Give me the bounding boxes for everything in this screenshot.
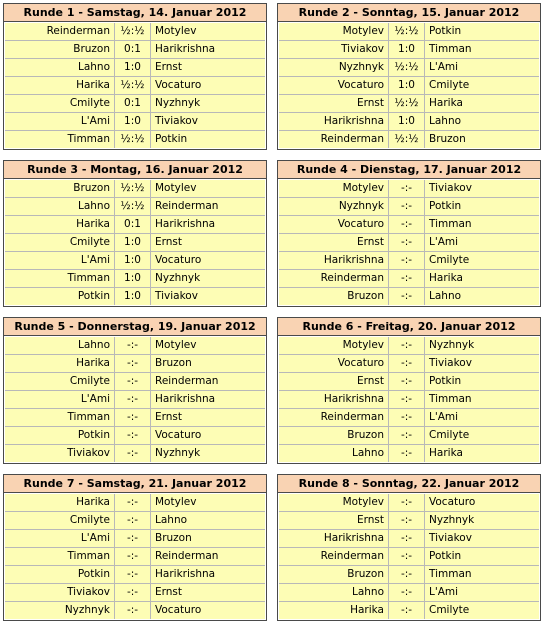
white-player: Harikrishna (279, 530, 389, 547)
game-result: ½:½ (115, 198, 151, 215)
game-result: -:- (115, 584, 151, 601)
game-result: -:- (115, 391, 151, 408)
black-player: Motylev (155, 182, 197, 194)
white-player: L'Ami (5, 391, 115, 408)
white-player: Lahno (279, 584, 389, 601)
black-player: Motylev (155, 339, 197, 351)
white-player: Nyzhnyk (279, 198, 389, 215)
game-row (5, 94, 265, 112)
game-row (279, 390, 539, 408)
black-player: Ernst (155, 411, 183, 423)
game-row (5, 269, 265, 287)
round-title: Runde 3 - Montag, 16. Januar 2012 (4, 161, 266, 179)
white-player: Cmilyte (5, 373, 115, 390)
black-player: Harika (429, 97, 463, 109)
white-player: Potkin (5, 566, 115, 583)
game-row (5, 547, 265, 565)
game-result: 1:0 (389, 77, 425, 94)
game-result: 1:0 (115, 252, 151, 269)
game-row (5, 565, 265, 583)
game-row (279, 251, 539, 269)
white-player: Tiviakov (5, 584, 115, 601)
round-games (278, 179, 540, 306)
game-result: -:- (389, 198, 425, 215)
black-player: Harikrishna (155, 393, 216, 405)
game-result: ½:½ (389, 59, 425, 76)
game-result: -:- (115, 530, 151, 547)
white-player: Tiviakov (5, 445, 115, 462)
game-result: -:- (115, 602, 151, 619)
white-player: Bruzon (5, 41, 115, 58)
round-title: Runde 1 - Samstag, 14. Januar 2012 (4, 4, 266, 22)
black-player: Ernst (155, 61, 183, 73)
white-player: Timman (5, 548, 115, 565)
white-player: Harika (5, 77, 115, 94)
black-player: Vocaturo (155, 79, 202, 91)
white-player: Ernst (279, 512, 389, 529)
white-player: Harikrishna (279, 252, 389, 269)
white-player: Timman (5, 409, 115, 426)
black-player: Tiviakov (155, 290, 198, 302)
game-row (279, 354, 539, 372)
white-player: Timman (5, 131, 115, 148)
white-player: Reinderman (279, 131, 389, 148)
black-player: Lahno (429, 290, 462, 302)
white-player: Ernst (279, 95, 389, 112)
game-result: -:- (389, 252, 425, 269)
white-player: Potkin (5, 288, 115, 305)
black-player: L'Ami (429, 236, 459, 248)
white-player: Motylev (279, 337, 389, 354)
game-result: 0:1 (115, 41, 151, 58)
black-player: Tiviakov (429, 532, 472, 544)
game-row (5, 601, 265, 619)
game-result: -:- (389, 337, 425, 354)
black-player: Potkin (429, 375, 462, 387)
black-player: Harikrishna (155, 568, 216, 580)
game-row (279, 529, 539, 547)
game-result: -:- (389, 234, 425, 251)
game-row (5, 233, 265, 251)
game-result: -:- (115, 355, 151, 372)
white-player: Harika (279, 602, 389, 619)
black-player: Harikrishna (155, 218, 216, 230)
game-result: ½:½ (115, 180, 151, 197)
black-player: Vocaturo (155, 604, 202, 616)
game-row (5, 408, 265, 426)
black-player: Harikrishna (155, 43, 216, 55)
white-player: Ernst (279, 373, 389, 390)
black-player: Vocaturo (155, 254, 202, 266)
white-player: Motylev (279, 23, 389, 40)
game-row (5, 40, 265, 58)
white-player: Tiviakov (279, 41, 389, 58)
game-result: 1:0 (115, 288, 151, 305)
white-player: Reinderman (279, 409, 389, 426)
round-panel-8 (277, 474, 541, 621)
round-games (278, 336, 540, 463)
white-player: Motylev (279, 494, 389, 511)
game-row (279, 287, 539, 305)
round-title: Runde 4 - Dienstag, 17. Januar 2012 (278, 161, 540, 179)
black-player: Nyzhnyk (155, 272, 201, 284)
white-player: Lahno (5, 337, 115, 354)
white-player: Lahno (5, 198, 115, 215)
game-result: ½:½ (389, 131, 425, 148)
game-result: -:- (389, 391, 425, 408)
round-games (278, 493, 540, 620)
round-title: Runde 2 - Sonntag, 15. Januar 2012 (278, 4, 540, 22)
black-player: Lahno (155, 514, 188, 526)
game-row (279, 337, 539, 354)
game-result: -:- (115, 427, 151, 444)
black-player: Bruzon (155, 357, 192, 369)
game-result: 0:1 (115, 95, 151, 112)
game-result: -:- (389, 288, 425, 305)
game-result: -:- (389, 445, 425, 462)
black-player: Timman (429, 218, 472, 230)
white-player: Bruzon (279, 427, 389, 444)
game-row (5, 76, 265, 94)
black-player: L'Ami (429, 411, 459, 423)
white-player: Cmilyte (5, 95, 115, 112)
black-player: Ernst (155, 236, 183, 248)
game-result: -:- (115, 548, 151, 565)
game-result: ½:½ (389, 23, 425, 40)
game-result: -:- (115, 337, 151, 354)
game-row (279, 269, 539, 287)
black-player: Lahno (429, 115, 462, 127)
round-panel-4 (277, 160, 541, 307)
white-player: Harikrishna (279, 391, 389, 408)
game-row (5, 130, 265, 148)
game-result: 1:0 (389, 41, 425, 58)
white-player: Reinderman (279, 270, 389, 287)
round-panel-2 (277, 3, 541, 150)
game-result: 0:1 (115, 216, 151, 233)
white-player: Bruzon (5, 180, 115, 197)
black-player: Cmilyte (429, 429, 470, 441)
black-player: Timman (429, 43, 472, 55)
black-player: Tiviakov (429, 182, 472, 194)
round-panel-3 (3, 160, 267, 307)
game-result: -:- (389, 566, 425, 583)
game-result: -:- (115, 373, 151, 390)
game-row (279, 23, 539, 40)
black-player: Tiviakov (155, 115, 198, 127)
game-row (5, 251, 265, 269)
round-panel-6 (277, 317, 541, 464)
game-result: 1:0 (389, 113, 425, 130)
game-result: 1:0 (115, 234, 151, 251)
game-result: -:- (115, 445, 151, 462)
round-games (4, 336, 266, 463)
round-panel-5 (3, 317, 267, 464)
game-row (279, 58, 539, 76)
game-row (279, 180, 539, 197)
game-row (279, 197, 539, 215)
black-player: Nyzhnyk (155, 447, 201, 459)
round-title: Runde 8 - Sonntag, 22. Januar 2012 (278, 475, 540, 493)
white-player: Harikrishna (279, 113, 389, 130)
black-player: Potkin (155, 133, 188, 145)
game-result: -:- (389, 373, 425, 390)
game-result: -:- (115, 409, 151, 426)
game-result: ½:½ (115, 77, 151, 94)
black-player: Cmilyte (429, 604, 470, 616)
game-row (5, 511, 265, 529)
black-player: Reinderman (155, 550, 219, 562)
game-row (5, 58, 265, 76)
game-result: -:- (389, 409, 425, 426)
white-player: Timman (5, 270, 115, 287)
game-row (279, 112, 539, 130)
game-row (5, 23, 265, 40)
game-result: -:- (389, 270, 425, 287)
game-result: -:- (115, 512, 151, 529)
white-player: Ernst (279, 234, 389, 251)
game-row (5, 372, 265, 390)
game-result: -:- (389, 548, 425, 565)
game-row (5, 390, 265, 408)
black-player: Nyzhnyk (429, 339, 475, 351)
game-result: -:- (389, 180, 425, 197)
black-player: Vocaturo (429, 496, 476, 508)
white-player: Vocaturo (279, 355, 389, 372)
white-player: Vocaturo (279, 216, 389, 233)
black-player: Motylev (155, 25, 197, 37)
black-player: Reinderman (155, 200, 219, 212)
white-player: L'Ami (5, 252, 115, 269)
game-row (5, 197, 265, 215)
game-result: -:- (389, 216, 425, 233)
game-result: -:- (389, 355, 425, 372)
black-player: Bruzon (429, 133, 466, 145)
game-row (5, 337, 265, 354)
black-player: Nyzhnyk (155, 97, 201, 109)
game-row (279, 40, 539, 58)
game-result: ½:½ (115, 131, 151, 148)
round-panel-7 (3, 474, 267, 621)
game-result: ½:½ (389, 95, 425, 112)
game-result: -:- (389, 602, 425, 619)
game-row (279, 76, 539, 94)
game-row (5, 180, 265, 197)
game-row (279, 426, 539, 444)
black-player: Harika (429, 272, 463, 284)
white-player: Harika (5, 355, 115, 372)
game-row (279, 130, 539, 148)
black-player: Vocaturo (155, 429, 202, 441)
game-result: -:- (389, 584, 425, 601)
game-row (279, 233, 539, 251)
game-row (279, 408, 539, 426)
round-games (4, 22, 266, 149)
game-result: -:- (389, 530, 425, 547)
black-player: Tiviakov (429, 357, 472, 369)
game-result: -:- (115, 494, 151, 511)
white-player: Cmilyte (5, 512, 115, 529)
black-player: Potkin (429, 200, 462, 212)
black-player: Harika (429, 447, 463, 459)
game-row (279, 494, 539, 511)
round-games (4, 493, 266, 620)
black-player: Cmilyte (429, 79, 470, 91)
black-player: Nyzhnyk (429, 514, 475, 526)
game-row (5, 426, 265, 444)
white-player: Reinderman (279, 548, 389, 565)
white-player: Bruzon (279, 288, 389, 305)
white-player: Reinderman (5, 23, 115, 40)
game-row (5, 112, 265, 130)
game-row (279, 94, 539, 112)
white-player: Potkin (5, 427, 115, 444)
game-row (5, 215, 265, 233)
black-player: Motylev (155, 496, 197, 508)
game-row (5, 494, 265, 511)
game-row (5, 287, 265, 305)
game-row (279, 565, 539, 583)
black-player: Timman (429, 393, 472, 405)
white-player: Nyzhnyk (5, 602, 115, 619)
black-player: Cmilyte (429, 254, 470, 266)
game-row (279, 372, 539, 390)
game-row (279, 511, 539, 529)
white-player: L'Ami (5, 113, 115, 130)
game-row (279, 547, 539, 565)
black-player: L'Ami (429, 586, 459, 598)
game-result: -:- (389, 494, 425, 511)
round-games (4, 179, 266, 306)
game-row (5, 444, 265, 462)
white-player: Harika (5, 494, 115, 511)
game-row (5, 354, 265, 372)
black-player: Reinderman (155, 375, 219, 387)
round-panel-1 (3, 3, 267, 150)
white-player: Lahno (279, 445, 389, 462)
game-result: -:- (115, 566, 151, 583)
black-player: Timman (429, 568, 472, 580)
game-row (279, 583, 539, 601)
game-row (5, 529, 265, 547)
game-row (5, 583, 265, 601)
game-result: ½:½ (115, 23, 151, 40)
round-title: Runde 6 - Freitag, 20. Januar 2012 (278, 318, 540, 336)
white-player: Lahno (5, 59, 115, 76)
black-player: Potkin (429, 25, 462, 37)
white-player: Harika (5, 216, 115, 233)
game-result: -:- (389, 512, 425, 529)
round-games (278, 22, 540, 149)
game-result: 1:0 (115, 270, 151, 287)
white-player: Vocaturo (279, 77, 389, 94)
white-player: Motylev (279, 180, 389, 197)
black-player: Bruzon (155, 532, 192, 544)
game-row (279, 601, 539, 619)
game-row (279, 444, 539, 462)
black-player: Potkin (429, 550, 462, 562)
white-player: Cmilyte (5, 234, 115, 251)
game-result: 1:0 (115, 113, 151, 130)
white-player: Bruzon (279, 566, 389, 583)
round-title: Runde 7 - Samstag, 21. Januar 2012 (4, 475, 266, 493)
round-title: Runde 5 - Donnerstag, 19. Januar 2012 (4, 318, 266, 336)
game-result: 1:0 (115, 59, 151, 76)
white-player: L'Ami (5, 530, 115, 547)
game-result: -:- (389, 427, 425, 444)
white-player: Nyzhnyk (279, 59, 389, 76)
game-row (279, 215, 539, 233)
black-player: L'Ami (429, 61, 459, 73)
black-player: Ernst (155, 586, 183, 598)
